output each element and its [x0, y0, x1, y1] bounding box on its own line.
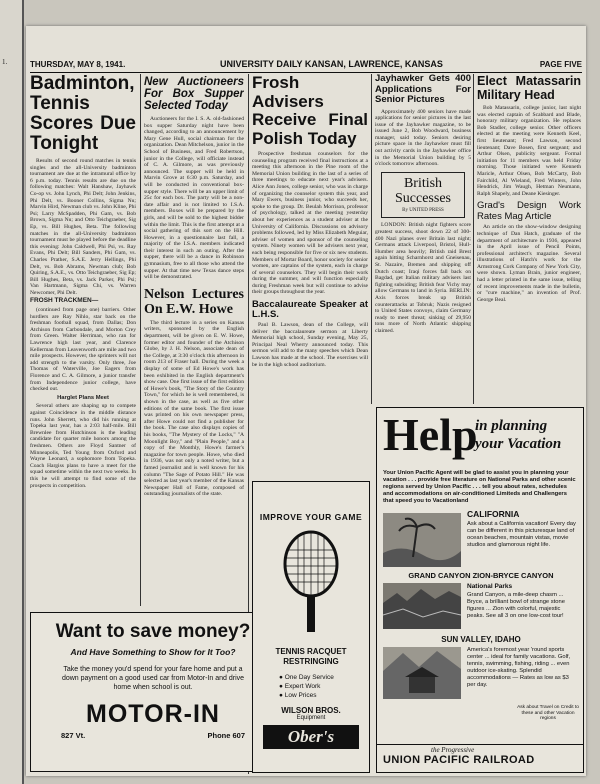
canyon-icon [383, 583, 461, 629]
column-matassarin [477, 74, 581, 404]
article-grads-design-body: An article on the show-window designing technique of Dan Hatch, graduate of the department of architecture in 1936, appeared in the April issue of Pencil Points, professional architect's magazine. Several illustrations of Hatch's work for the Armstrong Cork Company of New York City, were shown. Lyman Brain, junior engineer, had a letter printed in the same issue, telling of recent improvements made in the bulletin, or "cure machine," an invention of Prof. George Beal. [477, 224, 581, 303]
ad-tennis-company-sub: Equipment [296, 715, 326, 721]
ad-up-dest-california: CALIFORNIA [467, 509, 520, 519]
ad-tennis-company: WILSON BROS. [281, 706, 341, 715]
ad-up-text-sun-valley: America's foremost year 'round sports center ... ideal for family vacations. Golf, tennis, swimming, fishing, riding ... even outdoor ice-skating. Splendid accommodations — Rates as low as $3 per day. [467, 647, 571, 688]
ad-up-california [377, 509, 583, 571]
edge-text: 1. [2, 58, 8, 66]
article-matassarin-body: Bob Matassarin, college junior, last night was elected captain of Scabbard and Blade, honorary military organization. He replaces Bob Stadler, college senior. Other officers elected at the meeting were Kenneth Keel, first lieutenant; Fred Lawson, second lieutenant; Dave Bosen, first sergeant; and Arthur Olsen, publicity sergeant. Formal initiation for 11 members was held Friday morning. Those initiated were Kenneth Maricle, Arthur Olsen, Bob McCarty, Bob Fairchild, Al Wieland, Fred Winters, John Hendrick, Jim Waugh, Hetman Neumann, Ralph Shapely, and Deane Kiesinger. [477, 105, 581, 197]
headline-frosh-advisers: Frosh Advisers Receive Final Polish Today [252, 74, 368, 148]
headline-british-successes: British Successes [395, 175, 451, 206]
article-nelson-body: The third lecture in a series on Kansas writers, sponsored by the English department, will be given on E. W. Howe, former editor and founder of the Atchison Globe, by J. H. Nelson, associate dean of the College, at 3:30 o'clock this afternoon in room 213 of Fraser hall. During the week a display of some of Ed Howe's work has been exhibited in the English department's show case. One first issue of the first edition of Howe's book, "The Story of the Country Town," for which he is well remembered, is shown in the case, as well as five other editions of the same book. The first issue was printed on his own newspaper press, after Howe could not find a publisher for the book. The case also displays copies of his books, "The Mystery of the Locks," "A Moonlight Boy," and "Plain People," and a copy of the Monthly, Howe's farmer's magazine for town people. Howe, who died in 1936, was not only a noted writer, but a famed journalist and is well known for his column "The Sage of Potato Hill." He was selected as last year's member of the Kansas Newspaper Hall of Fame, composed of outstanding journalists of the state. [144, 319, 244, 498]
ad-tennis-item: ● One Day Service [279, 674, 334, 681]
ad-up-intro: Your Union Pacific Agent will be glad to assist you in planning your vacation . . . provide free literature on National Parks and other scenic regions served by Union Pacific . . . tell you about rates, schedules and accommodations on air-conditioned Limiteds and Challengers that speed you to Vacationland [383, 470, 576, 504]
article-baccalaureate-body: Paul B. Lawson, dean of the College, will deliver the baccalaureate sermon at Liberty Memorial high school, Sunday evening, May 25, Principal Neal Wherry announced today. This sermon will add to the many speeches which Dean Lawson has made at the school. The exercises will be in the high school auditorium. [252, 322, 368, 368]
column-auctioneers [144, 74, 244, 606]
issue-date: THURSDAY, MAY 8, 1941. [30, 60, 126, 69]
column-jayhawker [375, 74, 471, 404]
ad-motor-phone: Phone 607 [207, 731, 245, 740]
sun-valley-illustration [383, 647, 461, 699]
page-number: PAGE FIVE [539, 60, 582, 69]
ad-up-text-california: Ask about a California vacation! Every day can be different in this picturesque land of ocean beaches, mountain vistas, movie studios and glamorous night life. [467, 521, 576, 548]
headline-matassarin: Elect Matassarin Military Head [477, 74, 581, 102]
ad-tennis-item: ● Expert Work [279, 683, 321, 690]
ad-up-sun-valley [377, 635, 583, 703]
ad-up-dest-canyon: GRAND CANYON ZION-BRYCE CANYON [408, 571, 554, 580]
article-british-body: LONDON: British night fighters score greatest success, shoot down 22 of 300-400 Nazi planes over Britain last night; Germans attack Liverpool, Bristol, Hull-Humber area heavily; British raid Brest again hitting Scharnhorst and Gneisenau, St. Nazaire, Bremen and shipping off Dutch coast; Iraqi forces fall back on Bagdad, get Italian military advisers last fighting subsiding; British fear Vichy may allow Germans to land in Syria. BERLIN: Axis forces break up British counterattacks at Tobruk; Nazis resigned to United States convoys, claim Germany ready to meet threat; sinking of 29,950 tons more of North Atlantic shipping claimed. [375, 222, 471, 334]
article-badminton-body: Results of second round matches in tennis singles and the all-University badminton tournament are due at the intramural office by 6 p.m. today. Tennis results are due on the following matches: Walt Hanshaw, Jayhawk Co-op vs. John Lynch, Phi Delt; John Jenkins, Phi Delt, vs. Booner Collins, Sigma Nu; Marvin Hird, Newman club vs. John Kline, Phi Psi; Larry McSpadden, Phi Gam, vs. Bob Brown, Sigma Nu; and Otto Teichgraeber, Sig Ep, vs. Bill Hughes, Beta. The following matches in the all-University badminton tournament must be played before the deadline this evening: John Caldwell, Phi Psi, vs. Ray Evans, Phi Delt; Bill Sanders, Phi Gam, vs. Charles Prather, S.A.E. Jerry Hellings, Phi Delt, vs. Bob Abrams, Newman club; Bob Quiring, S.A.E., vs. Otto Teichgraeber, Sig Ep; Bill Hughes, Beta, vs. Jack Parker, Phi Psi; Van Hartmann, Sigma Chi, vs. Warren Newcomer, Phi Delt. [30, 158, 136, 296]
ad-up-dest-canyon-sub: National Parks [467, 583, 513, 590]
chalet-icon [383, 647, 461, 699]
ad-motor-contact [31, 731, 275, 743]
ad-motor-subhead: And Have Something to Show for It Too? [70, 647, 236, 657]
ad-up-vacation: your Vacation [475, 436, 562, 452]
masthead [30, 58, 582, 73]
headline-grads-design: Grad's Design Work Rates Mag Article [477, 200, 581, 222]
paper-name: UNIVERSITY DAILY KANSAN, LAWRENCE, KANSAS [220, 59, 443, 69]
article-jayhawker-body: Approximately 400 seniors have made applications for senior pictures in the last issue of the Jayhawker magazine, to be issued June 2, Bob Woodward, business manager, said today. Seniors desiring picture space in the Jayhawker must fill out activity cards in the Jayhawker office in the Memorial Union building by 5 o'clock tomorrow afternoon. [375, 108, 471, 168]
newspaper-sheet [26, 26, 586, 776]
headline-auctioneers: New Auctioneers For Box Supper Selected Today [144, 76, 244, 112]
ad-motor-in [30, 612, 276, 772]
column-rule [371, 74, 372, 404]
article-trackmen-body: (continued from page one) barriers. Other hurdlers are Ray Nihlo, star back on the freshman football squad, from Dallas; Don Atchison from Carbondale, and Morton Crey from Green. Walter Herriman, who ran for Lawrence high last year, and Clarence Kellerman from Leavenworth are mile and two mile prospects. However, the sprinters will not add strength to the varsity. Only three, Joe Thomas of Waterville, Joe Eagers from Florence and C. A. Gilmore, a junior transfer from Independence junior college, have checked out. [30, 307, 136, 393]
ad-motor-brand: MOTOR-IN [86, 700, 220, 728]
canyon-illustration [383, 583, 461, 629]
ad-motor-address: 827 Vt. [61, 731, 86, 740]
headline-badminton: Badminton, Tennis Scores Due Tonight [30, 74, 136, 154]
palm-tree-icon [383, 513, 461, 567]
ad-tennis-title: TENNIS RACQUET RESTRINGING [275, 647, 347, 666]
article-advisers-body: Prospective freshman counselors for the counseling program received final instructions at a meeting this afternoon in the Pine room of the Memorial Union building in the last of a series of three meetings to educate next year's advisers. Alice Ann Jones, college senior, who was in charge of organizing the counselor system this year, and Mary Ewers, business junior, who succeeds her, spoke to the group. Dr. Beulah Morrison, professor of psychology, talked at the meeting yesterday about her experiences as a student adviser at the University of California. Discussions on advisory problems followed, led by Miss Elizabeth Meguiar, adviser of women and sponsor of the counseling system. Ninety women will be advisers next year, each being responsible for five or six new students. Members of Mortar Board, honor society for senior women, are captains of the system, each in charge of several counselors. They will begin their work during the summer, and will function especially during Freshman week but will continue to advise their groups throughout the year. [252, 151, 368, 296]
byline: By UNITED PRESS [402, 207, 444, 213]
ad-up-progressive: the Progressive [431, 746, 475, 754]
ad-up-text-canyon: Grand Canyon, a mile-deep chasm ... Bryce, a brilliant bowl of strange stone figures ... Zion with colorful, majestic peaks. See all 3 on one low-cost tour! [467, 592, 565, 619]
article-auctioneers-body: Auctioneers for the I. S. A. old-fashioned box supper Saturday night have been changed, according to an announcement by Mary Gene Hull, social chairman for the organization. Dean Mitchelson, junior in the School of Business, and Fred Robertson, junior in the College, will officiate instead of C. A. Gilmore, as was previously announced. The supper will be held in Marvin Grove at 6:30 p.m. Saturday, and will be conducted in conventional box-supper style. There will be an upper limit of 25c for each box. The party will be a non-date affair and is not limited to I.S.A. members. Boxes will be prepared by the girls, and will be sold to the highest bidder within the limit. This is the first attempt at a social gathering of this sort on the Hill. However, in a questionnaire last fall, a majority of the I.S.A. members indicated their interest in such an outing. After the supper, there will be a dance in Robinson gymnasium, free to all those who attend the supper. At that time new Texas dance steps will be demonstrated. [144, 116, 244, 281]
column-badminton [30, 74, 136, 606]
ad-up-help: Help [383, 409, 478, 460]
california-illustration [383, 513, 461, 567]
ad-motor-headline: Want to save money? [55, 621, 251, 642]
ad-up-railroad: UNION PACIFIC RAILROAD [383, 754, 535, 766]
column-rule [140, 74, 141, 606]
column-rule [473, 74, 474, 404]
ad-up-planning: in planning [475, 418, 548, 434]
headline-nelson-lectures: Nelson Lectures On E.W. Howe [144, 286, 244, 317]
ad-union-pacific [376, 407, 584, 773]
british-successes-box [381, 172, 465, 219]
ad-up-dest-sun-valley: SUN VALLEY, IDAHO [441, 635, 521, 644]
ad-motor-body: Take the money you'd spend for your fare home and put a down payment on a good used car from Motor-In and drive home when school is out. [61, 666, 245, 691]
ad-up-grand-canyon [377, 571, 583, 635]
column-frosh-advisers [252, 74, 368, 476]
ad-tennis-restringing [252, 481, 370, 773]
ad-tennis-list [279, 673, 369, 700]
ad-up-header [377, 408, 583, 466]
subhead-frosh-trackmen: FROSH TRACKMEN— [30, 297, 99, 305]
ad-tennis-item: ● Low Prices [279, 692, 317, 699]
ad-up-credit-note: Ask about Travel on Credit to these and other Vacation regions [517, 705, 579, 722]
headline-baccalaureate: Baccalaureate Speaker at L.H.S. [252, 299, 368, 321]
ad-tennis-brand: Ober's [263, 725, 359, 749]
headline-jayhawker: Jayhawker Gets 400 Applications For Senior Pictures [375, 74, 471, 105]
ad-up-footer [377, 705, 583, 773]
previous-page-edge [0, 0, 24, 784]
tennis-racquet-icon [271, 528, 351, 638]
ad-tennis-headline: IMPROVE YOUR GAME [259, 512, 363, 522]
article-trackmen-body-2: Several others are shaping up to compete against Coincidence in the middle distance runs. John Sherrett, who did his running at Topeka last year, has a 2:03 half-mile. Bill Brewnlee from Hutchinson is the leading candidate for quarter mile honors among the freshmen. Others are Floyd Santner of Minneapolis, Ted Young from Oxford and Wayne Leonard, a sophomore from Topeka. Coach Hargiss plans to have a meet for the squad sometime within the next two weeks. In this he will attempt to find some of the prospects in competition. [30, 403, 136, 489]
subhead-hargiss: Harglet Plans Meet [57, 394, 109, 401]
